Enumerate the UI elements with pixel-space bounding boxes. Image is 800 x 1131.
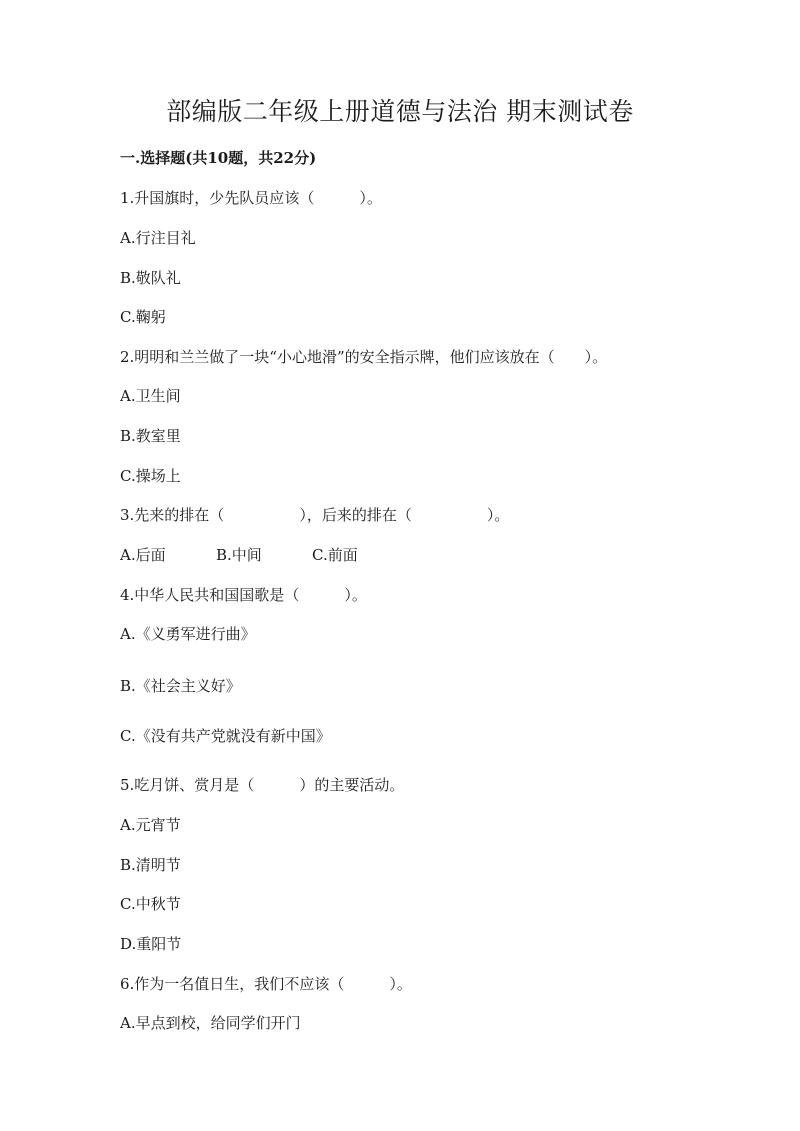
question-1-stem: 1.升国旗时，少先队员应该（ ）。 xyxy=(120,189,382,207)
question-3-option-b: B.中间 xyxy=(216,546,262,564)
page-title: 部编版二年级上册道德与法治 期末测试卷 xyxy=(166,97,634,126)
question-2-stem: 2.明明和兰兰做了一块“小心地滑”的安全指示牌，他们应该放在（ ）。 xyxy=(120,348,608,366)
question-5-option-d: D.重阳节 xyxy=(120,935,182,953)
section-heading: 一.选择题(共10题，共22分) xyxy=(120,149,317,167)
question-1-option-a: A.行注目礼 xyxy=(120,229,196,247)
question-1-option-c: C.鞠躬 xyxy=(120,308,166,326)
question-3-options xyxy=(120,544,358,566)
question-3-option-c: C.前面 xyxy=(312,546,358,564)
question-6-option-a: A.早点到校，给同学们开门 xyxy=(120,1014,301,1032)
question-2-option-a: A.卫生间 xyxy=(120,387,181,405)
question-5-option-a: A.元宵节 xyxy=(120,816,181,834)
question-5-option-b: B.清明节 xyxy=(120,856,181,874)
question-4-option-a: A.《义勇军进行曲》 xyxy=(120,625,256,643)
question-3-stem: 3.先来的排在（ ），后来的排在（ ）。 xyxy=(120,506,510,524)
question-5-stem: 5.吃月饼、赏月是（ ）的主要活动。 xyxy=(120,776,405,794)
question-1-option-b: B.敬队礼 xyxy=(120,269,181,287)
question-6-stem: 6.作为一名值日生，我们不应该（ ）。 xyxy=(120,975,412,993)
question-4-stem: 4.中华人民共和国国歌是（ ）。 xyxy=(120,586,367,604)
question-2-option-c: C.操场上 xyxy=(120,467,181,485)
question-4-option-b: B.《社会主义好》 xyxy=(120,677,241,695)
question-5-option-c: C.中秋节 xyxy=(120,895,181,913)
question-3-option-a: A.后面 xyxy=(120,546,166,564)
question-2-option-b: B.教室里 xyxy=(120,427,181,445)
question-4-option-c: C.《没有共产党就没有新中国》 xyxy=(120,727,331,745)
